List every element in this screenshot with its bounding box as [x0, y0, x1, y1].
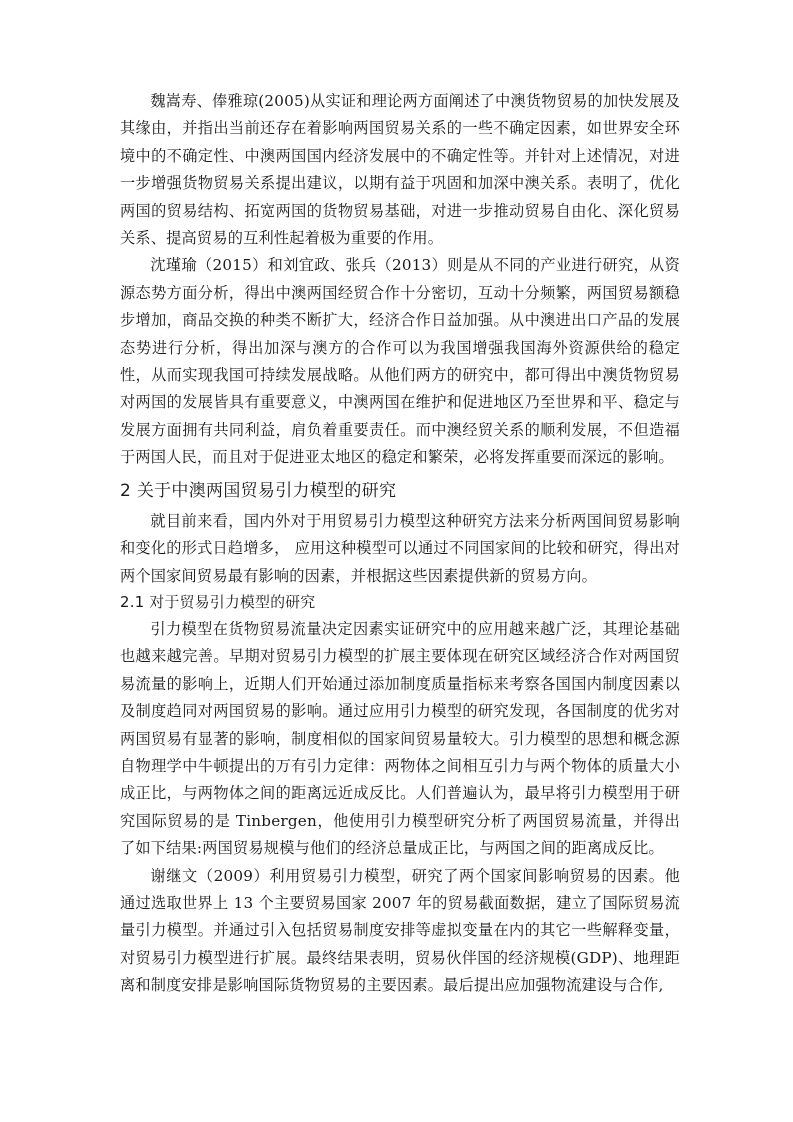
section-2-heading: 2 关于中澳两国贸易引力模型的研究	[120, 480, 397, 501]
section-2-1-heading: 2.1 对于贸易引力模型的研究	[120, 593, 316, 611]
document-page	[120, 88, 680, 1000]
paragraph-wei-yu: 魏嵩寿、俸雅琼(2005)从实证和理论两方面阐述了中澳货物贸易的加快发展及其缘由，并指出当前还存在着影响两国贸易关系的一些不确定因素，如世界安全环境中的不确定性、中澳两国国内经济发展中的不确定性等。并针对上述情况，对进一步增强货物贸易关系提出建议，以期有益于巩固和加深中澳关系。表明了，优化两国的贸易结构、拓宽两国的货物贸易基础，对进一步推动贸易自由化、深化贸易关系、提高贸易的互利性起着极为重要的作用。	[120, 92, 680, 248]
paragraph-gravity-model: 引力模型在货物贸易流量决定因素实证研究中的应用越来越广泛，其理论基础也越来越完善。早期对贸易引力模型的扩展主要体现在研究区域经济合作对两国贸易流量的影响上，近期人们开始通过添加制度质量指标来考察各国国内制度因素以及制度趋同对两国贸易的影响。通过应用引力模型的研究发现，各国制度的优劣对两国贸易有显著的影响，制度相似的国家间贸易量较大。引力模型的思想和概念源自物理学中牛顿提出的万有引力定律：两物体之间相互引力与两个物体的质量大小成正比，与两物体之间的距离远近成反比。人们普遍认为，最早将引力模型用于研究国际贸易的是 Tinbergen，他使用引力模型研究分析了两国贸易流量，并得出了如下结果:两国贸易规模与他们的经济总量成正比，与两国之间的距离成反比。	[120, 619, 680, 858]
section-2-paragraph: 就目前来看，国内外对于用贸易引力模型这种研究方法来分析两国间贸易影响和变化的形式日趋增多， 应用这种模型可以通过不同国家间的比较和研究，得出对两个国家间贸易最有影响的因素，并根据这些因素提供新的贸易方向。	[120, 511, 680, 585]
paragraph-xie-jiwen: 谢继文（2009）利用贸易引力模型，研究了两个国家间影响贸易的因素。他通过选取世界上 13 个主要贸易国家 2007 年的贸易截面数据，建立了国际贸易流量引力模型。并通过引入包括贸易制度安排等虚拟变量在内的其它一些解释变量，对贸易引力模型进行扩展。最终结果表明，贸易伙伴国的经济规模(GDP)、地理距离和制度安排是影响国际货物贸易的主要因素。最后提出应加强物流建设与合作,	[120, 866, 680, 995]
paragraph-shen-liu: 沈瑾瑜（2015）和刘宜政、张兵（2013）则是从不同的产业进行研究，从资源态势方面分析，得出中澳两国经贸合作十分密切，互动十分频繁，两国贸易额稳步增加，商品交换的种类不断扩大，经济合作日益加强。从中澳进出口产品的发展态势进行分析，得出加深与澳方的合作可以为我国增强我国海外资源供给的稳定性，从而实现我国可持续发展战略。从他们两方的研究中，都可得出中澳货物贸易对两国的发展皆具有重要意义，中澳两国在维护和促进地区乃至世界和平、稳定与发展方面拥有共同利益，肩负着重要责任。而中澳经贸关系的顺利发展，不但造福于两国人民，而且对于促进亚太地区的稳定和繁荣，必将发挥重要而深远的影响。	[120, 256, 680, 467]
